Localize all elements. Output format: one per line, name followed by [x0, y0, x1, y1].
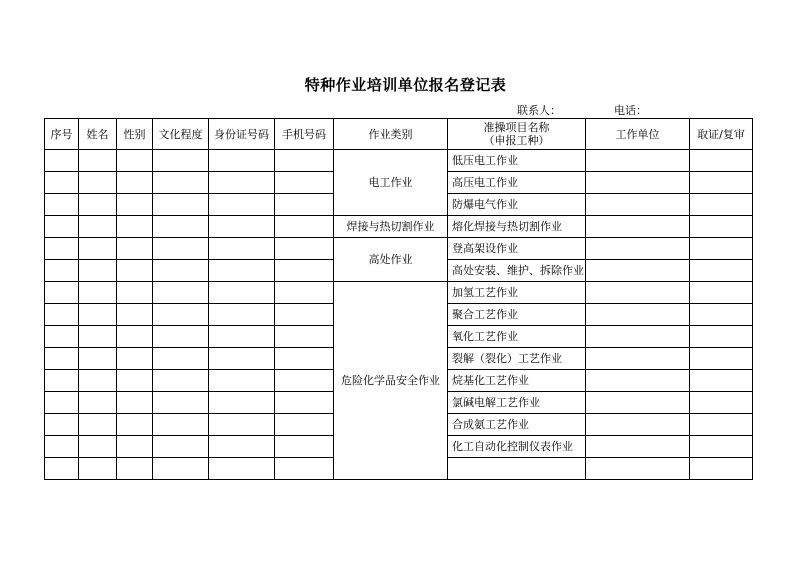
phone-cell — [275, 414, 334, 436]
seq-cell — [45, 326, 79, 348]
name-cell — [79, 392, 117, 414]
project-cell: 合成氨工艺作业 — [448, 414, 586, 436]
id-number-cell — [209, 414, 275, 436]
cert-cell — [690, 370, 753, 392]
seq-cell — [45, 172, 79, 194]
workplace-cell — [586, 194, 690, 216]
table-body — [45, 150, 753, 480]
header-project — [448, 119, 586, 150]
category-cell: 高处作业 — [334, 238, 448, 282]
education-cell — [153, 348, 209, 370]
cert-cell — [690, 216, 753, 238]
name-cell — [79, 326, 117, 348]
phone-cell — [275, 238, 334, 260]
project-cell: 烷基化工艺作业 — [448, 370, 586, 392]
header-id-number: 身份证号码 — [209, 119, 275, 150]
gender-cell — [117, 326, 153, 348]
education-cell — [153, 216, 209, 238]
workplace-cell — [586, 370, 690, 392]
name-cell — [79, 238, 117, 260]
project-cell — [448, 458, 586, 480]
phone-cell — [275, 458, 334, 480]
gender-cell — [117, 238, 153, 260]
header-project-line1: 准操项目名称 — [483, 121, 550, 134]
project-cell: 防爆电气作业 — [448, 194, 586, 216]
cert-cell — [690, 458, 753, 480]
education-cell — [153, 304, 209, 326]
seq-cell — [45, 392, 79, 414]
cert-cell — [690, 172, 753, 194]
seq-cell — [45, 458, 79, 480]
header-row — [45, 119, 753, 150]
project-cell: 氧化工艺作业 — [448, 326, 586, 348]
table-row — [45, 238, 753, 260]
header-seq: 序号 — [45, 119, 79, 150]
header-project-line2: （申报工种） — [483, 134, 550, 147]
phone-cell — [275, 436, 334, 458]
cert-cell — [690, 282, 753, 304]
gender-cell — [117, 216, 153, 238]
table-row — [45, 282, 753, 304]
cert-cell — [690, 260, 753, 282]
seq-cell — [45, 436, 79, 458]
phone-cell — [275, 172, 334, 194]
gender-cell — [117, 370, 153, 392]
id-number-cell — [209, 326, 275, 348]
project-cell: 化工自动化控制仪表作业 — [448, 436, 586, 458]
seq-cell — [45, 414, 79, 436]
education-cell — [153, 436, 209, 458]
education-cell — [153, 392, 209, 414]
workplace-cell — [586, 238, 690, 260]
education-cell — [153, 414, 209, 436]
project-cell: 氯碱电解工艺作业 — [448, 392, 586, 414]
table-row — [45, 150, 753, 172]
workplace-cell — [586, 414, 690, 436]
gender-cell — [117, 282, 153, 304]
education-cell — [153, 326, 209, 348]
workplace-cell — [586, 150, 690, 172]
seq-cell — [45, 216, 79, 238]
gender-cell — [117, 194, 153, 216]
name-cell — [79, 216, 117, 238]
name-cell — [79, 414, 117, 436]
name-cell — [79, 150, 117, 172]
cert-cell — [690, 304, 753, 326]
id-number-cell — [209, 348, 275, 370]
workplace-cell — [586, 216, 690, 238]
phone-cell — [275, 194, 334, 216]
name-cell — [79, 282, 117, 304]
header-education: 文化程度 — [153, 119, 209, 150]
workplace-cell — [586, 326, 690, 348]
category-cell: 电工作业 — [334, 150, 448, 216]
cert-cell — [690, 414, 753, 436]
header-name: 姓名 — [79, 119, 117, 150]
project-cell: 聚合工艺作业 — [448, 304, 586, 326]
id-number-cell — [209, 392, 275, 414]
cert-cell — [690, 436, 753, 458]
phone-cell — [275, 260, 334, 282]
table-row — [45, 216, 753, 238]
form-title: 特种作业培训单位报名登记表 — [304, 76, 507, 94]
education-cell — [153, 282, 209, 304]
gender-cell — [117, 260, 153, 282]
id-number-cell — [209, 260, 275, 282]
phone-cell — [275, 348, 334, 370]
education-cell — [153, 260, 209, 282]
name-cell — [79, 436, 117, 458]
cert-cell — [690, 150, 753, 172]
category-cell: 焊接与热切割作业 — [334, 216, 448, 238]
phone-cell — [275, 392, 334, 414]
phone-cell — [275, 304, 334, 326]
project-cell: 裂解（裂化）工艺作业 — [448, 348, 586, 370]
contact-person-label: 联系人： — [517, 104, 561, 117]
id-number-cell — [209, 436, 275, 458]
id-number-cell — [209, 238, 275, 260]
gender-cell — [117, 436, 153, 458]
id-number-cell — [209, 458, 275, 480]
header-cert: 取证/复审 — [690, 119, 753, 150]
phone-cell — [275, 150, 334, 172]
education-cell — [153, 172, 209, 194]
workplace-cell — [586, 304, 690, 326]
header-gender: 性别 — [117, 119, 153, 150]
registration-table — [44, 118, 753, 480]
gender-cell — [117, 150, 153, 172]
cert-cell — [690, 238, 753, 260]
cert-cell — [690, 194, 753, 216]
workplace-cell — [586, 172, 690, 194]
name-cell — [79, 370, 117, 392]
education-cell — [153, 194, 209, 216]
education-cell — [153, 458, 209, 480]
name-cell — [79, 458, 117, 480]
cert-cell — [690, 392, 753, 414]
cert-cell — [690, 348, 753, 370]
category-cell: 危险化学品安全作业 — [334, 282, 448, 480]
project-cell: 登高架设作业 — [448, 238, 586, 260]
id-number-cell — [209, 304, 275, 326]
education-cell — [153, 150, 209, 172]
gender-cell — [117, 304, 153, 326]
workplace-cell — [586, 392, 690, 414]
project-cell: 高压电工作业 — [448, 172, 586, 194]
workplace-cell — [586, 436, 690, 458]
id-number-cell — [209, 194, 275, 216]
name-cell — [79, 172, 117, 194]
seq-cell — [45, 282, 79, 304]
id-number-cell — [209, 282, 275, 304]
cert-cell — [690, 326, 753, 348]
workplace-cell — [586, 458, 690, 480]
name-cell — [79, 304, 117, 326]
phone-cell — [275, 216, 334, 238]
header-workplace: 工作单位 — [586, 119, 690, 150]
phone-label: 电话： — [614, 104, 647, 117]
id-number-cell — [209, 150, 275, 172]
project-cell: 低压电工作业 — [448, 150, 586, 172]
education-cell — [153, 238, 209, 260]
project-cell: 高处安装、维护、拆除作业 — [448, 260, 586, 282]
seq-cell — [45, 194, 79, 216]
phone-cell — [275, 282, 334, 304]
phone-cell — [275, 370, 334, 392]
project-cell: 熔化焊接与热切割作业 — [448, 216, 586, 238]
gender-cell — [117, 392, 153, 414]
gender-cell — [117, 348, 153, 370]
gender-cell — [117, 458, 153, 480]
gender-cell — [117, 414, 153, 436]
id-number-cell — [209, 370, 275, 392]
workplace-cell — [586, 348, 690, 370]
phone-cell — [275, 326, 334, 348]
name-cell — [79, 260, 117, 282]
seq-cell — [45, 304, 79, 326]
seq-cell — [45, 260, 79, 282]
workplace-cell — [586, 260, 690, 282]
gender-cell — [117, 172, 153, 194]
seq-cell — [45, 348, 79, 370]
seq-cell — [45, 150, 79, 172]
id-number-cell — [209, 216, 275, 238]
workplace-cell — [586, 282, 690, 304]
name-cell — [79, 194, 117, 216]
header-category: 作业类别 — [334, 119, 448, 150]
education-cell — [153, 370, 209, 392]
header-phone: 手机号码 — [275, 119, 334, 150]
seq-cell — [45, 370, 79, 392]
id-number-cell — [209, 172, 275, 194]
project-cell: 加氢工艺作业 — [448, 282, 586, 304]
name-cell — [79, 348, 117, 370]
seq-cell — [45, 238, 79, 260]
